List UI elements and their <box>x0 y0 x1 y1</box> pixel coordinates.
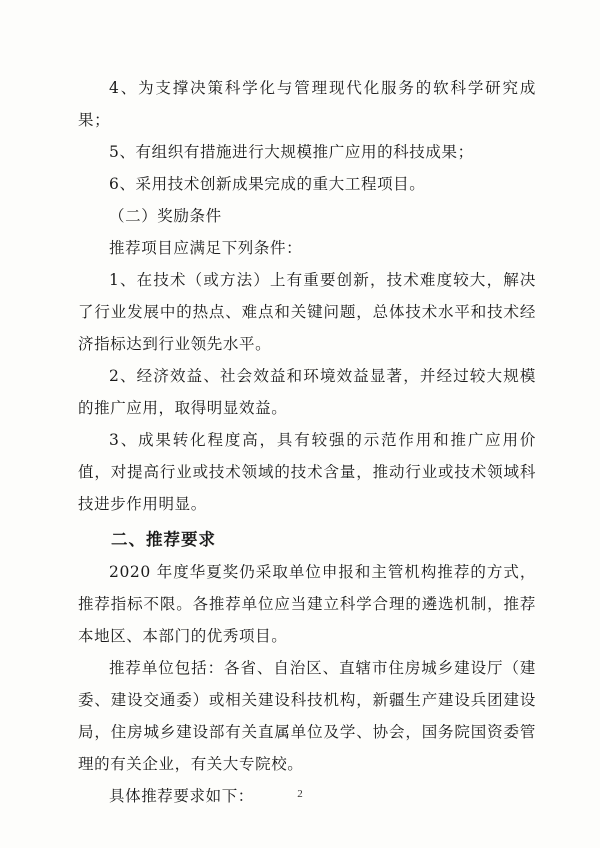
requirements-paragraph-2: 推荐单位包括：各省、自治区、直辖市住房城乡建设厅（建委、建设交通委）或相关建设科技机构，新疆生产建设兵团建设局，住房城乡建设部有关直属单位及学、协会，国务院国资委管理的有关企业，有关大专院校。 <box>78 659 536 773</box>
award-item-6: 6、采用技术创新成果完成的重大工程项目。 <box>109 175 426 193</box>
page-body <box>78 72 536 812</box>
conditions-subheading: （二）奖励条件 <box>109 207 222 225</box>
requirements-paragraph-1: 2020 年度华夏奖仍采取单位申报和主管机构推荐的方式，推荐指标不限。各推荐单位应当建立科学合理的遴选机制，推荐本地区、本部门的优秀项目。 <box>78 563 536 645</box>
award-item-5: 5、有组织有措施进行大规模推广应用的科技成果； <box>109 143 474 161</box>
award-item-4: 4、为支撑决策科学化与管理现代化服务的软科学研究成果； <box>78 79 536 129</box>
page-number: 2 <box>297 788 303 800</box>
requirements-paragraph-3: 具体推荐要求如下： <box>109 787 254 805</box>
condition-1: 1、在技术（或方法）上有重要创新，技术难度较大，解决了行业发展中的热点、难点和关键问题，总体技术水平和技术经济指标达到行业领先水平。 <box>78 271 536 353</box>
section-heading-requirements: 二、推荐要求 <box>111 530 216 549</box>
conditions-intro: 推荐项目应满足下列条件： <box>109 239 303 257</box>
condition-2: 2、经济效益、社会效益和环境效益显著，并经过较大规模的推广应用，取得明显效益。 <box>78 367 536 417</box>
condition-3: 3、成果转化程度高，具有较强的示范作用和推广应用价值，对提高行业或技术领域的技术含量，推动行业或技术领域科技进步作用明显。 <box>78 431 536 513</box>
